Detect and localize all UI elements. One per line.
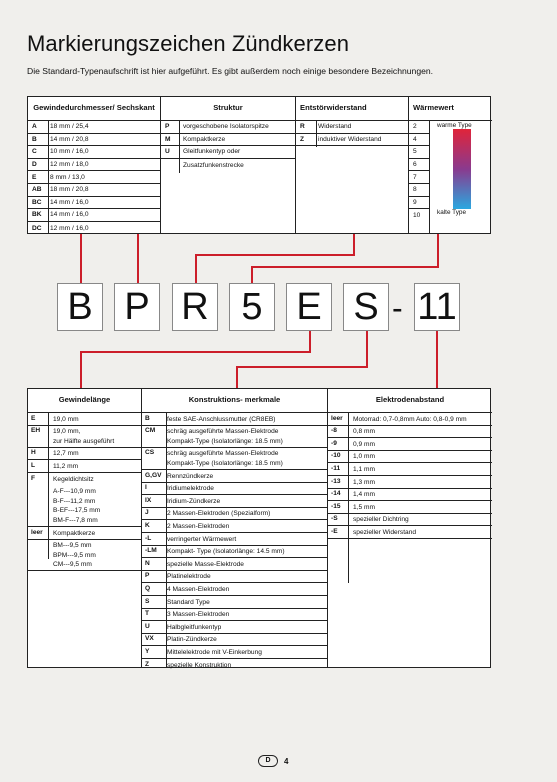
row-line: 1,1 mm (353, 465, 375, 473)
row-value (164, 427, 283, 447)
row-code: D (32, 161, 37, 169)
table-row (142, 483, 327, 496)
row-code: A (32, 123, 37, 131)
code-letter-b: B (57, 283, 103, 331)
row-code: J (145, 509, 149, 517)
table-row (142, 634, 327, 647)
row-value: 12 mm / 18,0 (50, 161, 89, 169)
row-code: -11 (331, 464, 341, 472)
row-value (350, 427, 375, 437)
construction-column (141, 389, 327, 667)
row-code: AB (32, 186, 42, 194)
row-line: 2 Massen-Elektroden (Spezialform) (167, 510, 271, 518)
row-value: 18 mm / 20,8 (50, 186, 89, 194)
code-letter-r: R (172, 283, 218, 331)
heat-value (409, 134, 429, 147)
table-row (328, 463, 492, 476)
table-row (28, 222, 160, 235)
table-row (28, 184, 160, 197)
connector-heat-h (251, 266, 439, 268)
row-code: Z (145, 660, 150, 668)
row-code: N (145, 559, 150, 567)
row-code: R (300, 123, 305, 131)
table-row (28, 197, 160, 210)
row-code: G,GV (145, 471, 162, 479)
heat-value-text: 6 (413, 161, 417, 169)
table-row (142, 621, 327, 634)
table-row (328, 526, 492, 539)
row-line: BM---9,5 mm (53, 542, 92, 550)
row-value: 8 mm / 13,0 (50, 173, 85, 181)
code-letter-s: S (343, 283, 389, 331)
row-value (164, 509, 270, 519)
table-row (142, 426, 327, 448)
row-code: B (145, 414, 150, 422)
row-value (164, 610, 229, 620)
row-line: Rennzündkerze (167, 472, 214, 480)
row-line: 1,3 mm (353, 478, 375, 486)
row-value (164, 623, 221, 633)
heat-value-text: 10 (413, 211, 421, 219)
row-line: 2 Massen-Elektroden (167, 522, 230, 530)
row-value (164, 449, 283, 469)
row-code: DC (32, 224, 42, 232)
row-value (164, 547, 285, 557)
table-row (296, 134, 408, 147)
language-badge: D (258, 755, 278, 767)
heat-value-text: 9 (413, 198, 417, 206)
thread-column (28, 97, 160, 233)
connector-construction-v (236, 366, 238, 388)
row-line: spezieller Dichtring (353, 516, 409, 524)
page-title: Markierungszeichen Zündkerzen (27, 31, 350, 56)
table-row (142, 470, 327, 483)
row-value (50, 415, 79, 425)
warm-label: warme Type (437, 122, 472, 129)
row-value: vorgeschobene Isolatorspitze (183, 123, 269, 131)
row-code: -10 (331, 452, 341, 460)
row-value (164, 472, 213, 482)
row-value (50, 475, 94, 486)
row-code: E (31, 414, 36, 422)
table-row (28, 159, 160, 172)
row-code: -E (331, 527, 338, 535)
heat-value (409, 146, 429, 159)
heat-value (409, 159, 429, 172)
row-code: leer (31, 528, 43, 536)
table-row (28, 473, 141, 486)
suppression-header: Entstörwiderstand (296, 97, 408, 121)
row-line: 12,7 mm (53, 450, 79, 458)
row-code: E (32, 173, 37, 181)
connector-length-v (80, 351, 82, 388)
code-letter-e: E (286, 283, 332, 331)
table-row (142, 413, 327, 426)
row-value (164, 560, 244, 570)
table-row (328, 426, 492, 439)
heat-value-text: 8 (413, 186, 417, 194)
table-row (328, 413, 492, 426)
row-line: Standard Type (167, 598, 210, 606)
row-code: leer (331, 414, 343, 422)
table-row (142, 546, 327, 559)
table-row (142, 646, 327, 659)
row-value: Kompaktkerze (183, 135, 226, 143)
table-row (28, 486, 141, 527)
table-row (28, 121, 160, 134)
row-line: Halbgleitfunkentyp (167, 623, 222, 631)
table-row (28, 134, 160, 147)
structure-header: Struktur (161, 97, 295, 121)
table-row (28, 460, 141, 473)
row-value (50, 529, 95, 539)
row-value (350, 528, 416, 538)
table-row (328, 451, 492, 464)
row-line: 0,9 mm (353, 440, 375, 448)
row-code: T (145, 610, 150, 618)
row-value (350, 515, 409, 525)
connector-heat-v (251, 266, 253, 283)
table-row (28, 171, 160, 184)
page-number: 4 (284, 756, 289, 766)
row-value (350, 440, 375, 450)
table-row (328, 438, 492, 451)
row-code: M (165, 135, 171, 143)
table-row (142, 659, 327, 672)
row-line: Kompakt-Type (Isolatorlänge: 18.5 mm) (167, 437, 283, 445)
heat-header: Wärmewert (409, 97, 492, 121)
row-line: BM-F---7,8 mm (53, 516, 98, 524)
table-row (328, 476, 492, 489)
table-row (142, 571, 327, 584)
code-letter-5: 5 (229, 283, 275, 331)
row-value (164, 484, 214, 494)
table-row (142, 495, 327, 508)
row-code: -13 (331, 477, 341, 485)
row-value (164, 497, 220, 507)
heat-gradient-bar (453, 129, 471, 209)
row-code (28, 541, 50, 570)
row-code: F (31, 474, 36, 482)
connector-suppression-v (195, 254, 197, 283)
code-letter-p: P (114, 283, 160, 331)
row-value: 10 mm / 16,0 (50, 148, 89, 156)
row-value (50, 462, 78, 472)
row-value (164, 572, 211, 582)
row-code: L (31, 461, 36, 469)
row-code: H (31, 449, 36, 457)
connector-suppression-h (195, 254, 355, 256)
row-code: -14 (331, 490, 341, 498)
row-line: spezielle Konstruktion (167, 661, 232, 669)
row-value (350, 478, 375, 488)
row-line: 4 Massen-Elektroden (167, 585, 230, 593)
row-code: B (32, 135, 37, 143)
table-row (328, 489, 492, 502)
row-value (164, 535, 236, 545)
table-row (28, 209, 160, 222)
heat-column (408, 97, 492, 233)
length-column (28, 389, 141, 667)
row-line: 3 Massen-Elektroden (167, 611, 230, 619)
row-line: Iridium-Zündkerze (167, 497, 221, 505)
table-row (161, 134, 295, 147)
table-row (142, 448, 327, 470)
row-line: 1,4 mm (353, 491, 375, 499)
table-row (161, 146, 295, 159)
row-line: 0,8 mm (353, 428, 375, 436)
row-value: 14 mm / 16,0 (50, 198, 89, 206)
table-row (142, 558, 327, 571)
connector-structure (137, 234, 139, 283)
row-value (350, 503, 375, 513)
row-code: U (145, 622, 150, 630)
row-line: Platin-Zündkerze (167, 636, 217, 644)
row-code: -8 (331, 427, 337, 435)
table-row (142, 609, 327, 622)
row-line: B-EF---17,5 mm (53, 507, 101, 515)
table-row (161, 121, 295, 134)
row-value: Widerstand (318, 123, 352, 131)
row-code: K (145, 521, 150, 529)
heat-value (409, 184, 429, 197)
connector-suppression-top (353, 234, 355, 256)
row-value (164, 522, 229, 532)
row-line: Motorrad: 0,7-0,8mm Auto: 0,8-0,9 mm (353, 415, 467, 423)
gap-header: Elektrodenabstand (328, 389, 492, 413)
row-value (350, 465, 375, 475)
page-footer (258, 755, 288, 767)
row-code: BC (32, 198, 42, 206)
row-value: 14 mm / 16,0 (50, 211, 89, 219)
row-value (350, 415, 467, 425)
top-table (27, 96, 491, 234)
row-value (164, 661, 231, 672)
heat-value-text: 2 (413, 123, 417, 131)
table-row (142, 520, 327, 533)
table-row (28, 448, 141, 461)
code-letter-11: 11 (414, 283, 460, 331)
row-line: Kompakt- Type (Isolatorlänge: 14.5 mm) (167, 548, 285, 556)
intro-text: Die Standard-Typenaufschrift ist hier aufgeführt. Es gibt außerdem noch einige besondere Bezeichnungen. (27, 66, 434, 76)
row-value: 12 mm / 16,0 (50, 224, 89, 232)
row-value (164, 635, 217, 645)
row-line: Kegeldichtsitz (53, 475, 94, 483)
row-value (50, 449, 79, 459)
suppression-column (295, 97, 408, 233)
row-code: -LM (145, 547, 157, 555)
row-line: B-F---11,2 mm (53, 497, 96, 505)
row-code: Y (145, 647, 150, 655)
row-line: Kompaktkerze (53, 529, 96, 537)
row-value: induktiver Widerstand (318, 135, 382, 143)
construction-header: Konstruktions- merkmale (142, 389, 327, 413)
thread-header: Gewindedurchmesser/ Sechskant (28, 97, 160, 121)
row-code: P (145, 572, 150, 580)
row-value: Zusatzfunkenstrecke (183, 161, 244, 169)
code-dash: - (392, 290, 403, 326)
row-value: Gleitfunkentyp oder (183, 148, 241, 156)
row-code: CM (145, 427, 156, 435)
row-line: zur Hälfte ausgeführt (53, 437, 115, 445)
row-code: IX (145, 496, 152, 504)
row-line: Iridiumelektrode (167, 485, 214, 493)
heat-value-text: 7 (413, 173, 417, 181)
heat-value (409, 209, 429, 222)
row-line: 11,2 mm (53, 462, 79, 470)
heat-value (409, 171, 429, 184)
row-value (164, 648, 262, 658)
row-code: Z (300, 135, 305, 143)
table-row (328, 514, 492, 527)
row-code: CS (145, 449, 155, 457)
row-value: 18 mm / 25,4 (50, 123, 89, 131)
row-value (164, 585, 229, 595)
table-row (28, 146, 160, 159)
row-code: P (165, 123, 170, 131)
row-code (28, 487, 50, 526)
row-code: BK (32, 211, 42, 219)
row-code: Q (145, 584, 151, 592)
row-value (164, 415, 275, 425)
row-value (164, 598, 210, 608)
row-code: -9 (331, 439, 337, 447)
connector-thread (80, 234, 82, 283)
row-line: A-F---10,9 mm (53, 488, 96, 496)
row-code: -15 (331, 502, 341, 510)
heat-value-text: 5 (413, 148, 417, 156)
table-row (161, 159, 295, 172)
table-row (28, 413, 141, 426)
connector-construction-top (366, 331, 368, 368)
row-value (50, 541, 96, 570)
row-line: 19,0 mm, (53, 428, 81, 436)
row-line: Kompakt-Type (Isolatorlänge: 18.5 mm) (167, 459, 283, 467)
row-line: spezielle Masse-Elektrode (167, 560, 244, 568)
table-row (28, 426, 141, 448)
row-code: -S (331, 515, 338, 523)
row-line: CM---9,5 mm (53, 561, 92, 569)
row-line: verringerter Wärmewert (167, 535, 237, 543)
row-line: Mittelelektrode mit V-Einkerbung (167, 648, 262, 656)
row-code: EH (31, 427, 41, 435)
structure-column (160, 97, 295, 233)
heat-value (409, 197, 429, 210)
row-value (350, 490, 375, 500)
row-line: spezieller Widerstand (353, 528, 417, 536)
row-line: schräg ausgeführte Massen-Elektrode (167, 428, 279, 436)
length-header: Gewindelänge (28, 389, 141, 413)
heat-value (409, 121, 429, 134)
table-row (28, 527, 141, 540)
row-value (350, 452, 375, 462)
row-code: S (145, 597, 150, 605)
row-value: 14 mm / 20,8 (50, 135, 89, 143)
connector-gap (436, 331, 438, 388)
bottom-table (27, 388, 491, 668)
table-row (142, 583, 327, 596)
row-line: BPM---9,5 mm (53, 551, 96, 559)
table-row (142, 533, 327, 546)
gap-column (327, 389, 492, 667)
row-line: 19,0 mm (53, 415, 79, 423)
cold-label: kalte Type (437, 209, 467, 216)
connector-heat-top (437, 234, 439, 268)
table-row (28, 540, 141, 572)
table-row (142, 508, 327, 521)
table-row (296, 121, 408, 134)
table-row (328, 501, 492, 514)
row-value (50, 487, 100, 526)
row-line: schräg ausgeführte Massen-Elektrode (167, 450, 279, 458)
row-line: 1,0 mm (353, 453, 375, 461)
row-code: U (165, 148, 170, 156)
row-line: feste SAE-Anschlussmutter (CR8EB) (167, 415, 276, 423)
heat-value-text: 4 (413, 135, 417, 143)
row-code: -L (145, 534, 152, 542)
connector-construction-h (236, 366, 368, 368)
row-code: C (32, 148, 37, 156)
row-code: VX (145, 635, 154, 643)
row-code: I (145, 484, 147, 492)
row-value (50, 427, 114, 447)
table-row (142, 596, 327, 609)
row-line: Platinelektrode (167, 573, 211, 581)
row-line: 1,5 mm (353, 503, 375, 511)
connector-length-top (309, 331, 311, 353)
connector-length-h (80, 351, 311, 353)
